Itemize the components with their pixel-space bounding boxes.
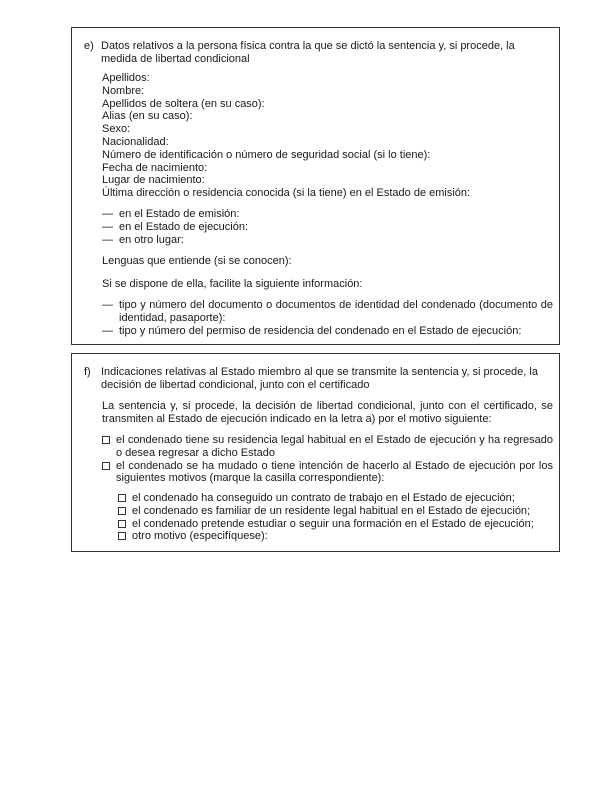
- field-ultima-direccion: Última dirección o residencia conocida (si la tiene) en el Estado de emisión:: [102, 187, 471, 200]
- checkbox-icon[interactable]: [102, 436, 110, 444]
- info-items: [102, 299, 553, 337]
- section-f-box: [71, 353, 560, 552]
- section-f-intro: La sentencia y, si procede, la decisión de libertad condicional, junto con el certificado, se transmiten al Estado de ejecución indicado en la letra a) por el motivo siguiente:: [102, 400, 553, 425]
- dash-bullet: —: [102, 208, 113, 220]
- option-residencia-legal[interactable]: el condenado tiene su residencia legal habitual en el Estado de ejecución y ha regresado o desea regresar a dicho Estado: [102, 434, 553, 460]
- sub-option-contrato-trabajo[interactable]: el condenado ha conseguido un contrato de trabajo en el Estado de ejecución;: [118, 492, 548, 505]
- field-apellidos: Apellidos:: [102, 72, 150, 84]
- checkbox-icon[interactable]: [102, 462, 110, 470]
- field-fecha-nacimiento: Fecha de nacimiento:: [102, 161, 208, 174]
- address-option-emision: — en el Estado de emisión:: [102, 208, 240, 220]
- section-e-box: [71, 27, 560, 345]
- info-intro: Si se dispone de ella, facilite la siguiente información:: [102, 278, 363, 290]
- sub-option-familiar[interactable]: el condenado es familiar de un residente legal habitual en el Estado de ejecución;: [118, 505, 548, 518]
- field-numero-identificacion: Número de identificación o número de seguridad social (si lo tiene):: [102, 148, 431, 161]
- dash-bullet: —: [102, 324, 113, 337]
- dash-bullet: —: [102, 299, 113, 311]
- section-f-header: [84, 366, 552, 392]
- option-mudado[interactable]: el condenado se ha mudado o tiene intención de hacerlo al Estado de ejecución por los siguientes motivos (marque la casilla correspondiente):: [102, 460, 553, 486]
- dash-bullet: —: [102, 220, 113, 233]
- person-fields: [102, 72, 553, 200]
- section-e-letter: e): [84, 40, 94, 52]
- checkbox-icon[interactable]: [118, 507, 126, 515]
- sub-option-otro-motivo[interactable]: otro motivo (especifíquese):: [118, 530, 548, 543]
- field-nombre: Nombre:: [102, 84, 145, 97]
- section-f-title: Indicaciones relativas al Estado miembro al que se transmite la sentencia y, si procede, la decisión de libertad condicional, junto con el certificado: [101, 366, 538, 391]
- sub-reason-options: [118, 492, 548, 543]
- sub-option-estudiar[interactable]: el condenado pretende estudiar o seguir una formación en el Estado de ejecución;: [118, 518, 548, 531]
- checkbox-icon[interactable]: [118, 532, 126, 540]
- checkbox-icon[interactable]: [118, 520, 126, 528]
- section-f-letter: f): [84, 366, 91, 378]
- reason-options: [102, 434, 553, 485]
- info-item-documento-identidad: — tipo y número del documento o documentos de identidad del condenado (documento de identidad, pasaporte):: [102, 299, 553, 324]
- section-e-title: Datos relativos a la persona física contra la que se dictó la sentencia y, si procede, la medida de libertad condicional: [101, 40, 515, 65]
- dash-bullet: —: [102, 233, 113, 246]
- checkbox-icon[interactable]: [118, 494, 126, 502]
- address-option-otro: — en otro lugar:: [102, 233, 184, 246]
- section-e-header: [84, 40, 552, 66]
- field-lugar-nacimiento: Lugar de nacimiento:: [102, 174, 205, 187]
- field-alias: Alias (en su caso):: [102, 110, 193, 123]
- field-sexo: Sexo:: [102, 123, 131, 136]
- address-options: [102, 208, 553, 246]
- field-apellidos-soltera: Apellidos de soltera (en su caso):: [102, 97, 265, 110]
- info-item-permiso-residencia: — tipo y número del permiso de residencia del condenado en el Estado de ejecución:: [102, 324, 522, 337]
- address-option-ejecucion: — en el Estado de ejecución:: [102, 220, 249, 233]
- languages-label: Lenguas que entiende (si se conocen):: [102, 255, 292, 267]
- field-nacionalidad: Nacionalidad:: [102, 135, 169, 148]
